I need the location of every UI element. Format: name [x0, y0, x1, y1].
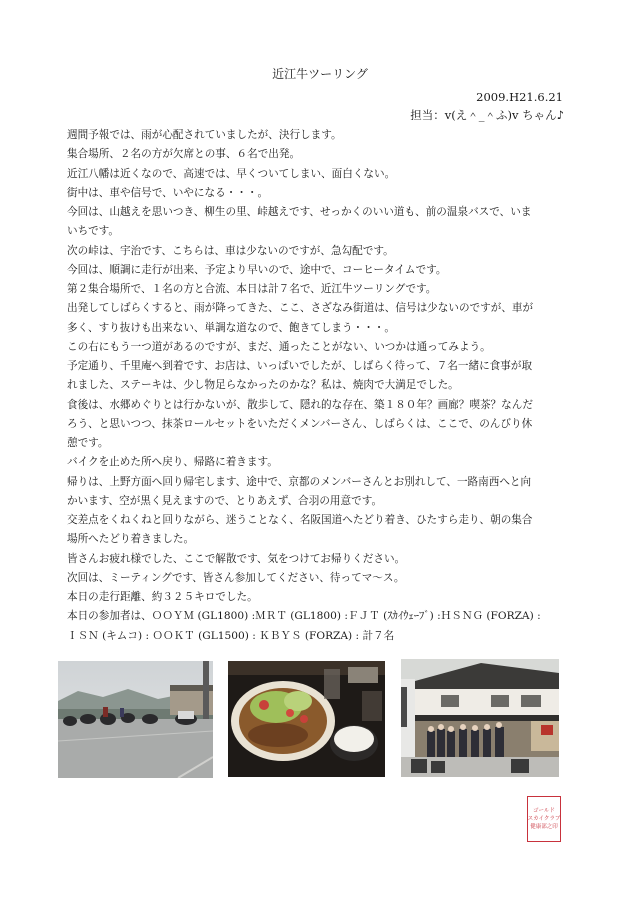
body-line: 食後は、水郷めぐりとは行かないが、散歩して、隠れ的な存在、築１８０年？画廊？喫茶？なんだ: [67, 398, 533, 411]
body-line: かいます、空が黒く見えますので、とりあえず、合羽の用意です。: [67, 494, 383, 507]
body-line: この右にもう一つ道があるのですが、まだ、通ったことがない、いつかは通ってみよう。: [67, 340, 491, 353]
body-line: ろう、と思いつつ、抹茶ロールセットをいただくメンバーさん、しばらくは、ここで、のんびり休: [67, 417, 533, 430]
body-line: 今回は、順調に走行が出来、予定より早いので、途中で、コーヒータイムです。: [67, 263, 447, 276]
stamp-text: 健康部之印: [530, 824, 558, 830]
body-line: いちです。: [67, 225, 120, 238]
body-line: 場所へたどり着きました。: [67, 533, 195, 546]
body-line: 今回は、山越えを思いつき、柳生の里、峠越えです、せっかくのいい道も、前の温泉バスで、いま: [67, 206, 532, 218]
photo-group-building: [401, 659, 559, 777]
body-line: 集合場所、２名の方が欠席との事、６名で出発。: [67, 148, 301, 161]
report-body: [67, 126, 575, 646]
stamp-text: ゴールド: [533, 808, 555, 814]
body-line: 皆さんお疲れ様でした、ここで解散です、気をつけてお帰りください。: [67, 552, 406, 565]
body-line: 本日の参加者は、ＯＯＹＭ (GL1800) :ＭＲＴ (GL1800) :ＦＪＴ (ｽｶｲｳｪｰﾌﾞ) :ＨＳＮＧ (FORZA) :: [67, 610, 541, 623]
body-line: バイクを止めた所へ戻り、帰路に着きます。: [67, 456, 278, 469]
body-line: 近江八幡は近くなので、高速では、早くついてしまい、面白くない。: [67, 167, 396, 180]
body-line: 多く、すり抜けも出来ない、単調な道なので、飽きてしまう・・・。: [67, 321, 395, 334]
body-line: 次回は、ミーティングです、皆さん参加してください、待ってマ～ス。: [67, 571, 405, 584]
body-line: 交差点をくねくねと回りながら、迷うことなく、名阪国道へたどり着き、ひたすら走り、朝の集合: [67, 514, 533, 526]
photo-motorcycles-parking: [58, 661, 213, 778]
document-title: 近江牛ツーリング: [272, 67, 368, 81]
body-line: 街中は、車や信号で、いやになる・・・。: [67, 186, 269, 199]
body-line: 帰りは、上野方面へ回り帰宅します、途中で、京都のメンバーさんとお別れして、一路南西へと向: [67, 475, 532, 488]
body-line: 本日の走行距離、約３２５キロでした。: [67, 591, 258, 603]
body-line: 憩です。: [67, 437, 109, 449]
photo-yakiniku-meal: [228, 661, 385, 777]
document-author: 担当：v(え＾_＾ふ)v ちゃん♪: [410, 108, 564, 122]
body-line: 予定通り、千里庵へ到着です、お店は、いっぱいでしたが、しばらく待って、７名一緒に食事が取: [67, 360, 533, 372]
body-line: 次の峠は、宇治です、こちらは、車は少ないのですが、急勾配です。: [67, 244, 394, 257]
stamp-text: スカイクラブ: [527, 816, 561, 822]
body-line: ＩＳＮ (キムコ) : ＯＯＫＴ (GL1500) : ＫＢＹＳ (FORZA) : 計７名: [67, 629, 395, 642]
document-date: 2009.H21.6.21: [476, 90, 563, 104]
body-line: 出発してしばらくすると、雨が降ってきた、ここ、さざなみ街道は、信号は少ないのですが、車が: [67, 302, 534, 315]
body-line: 週間予報では、雨が心配されていましたが、決行します。: [67, 129, 342, 141]
body-line: 第２集合場所で、１名の方と合流、本日は計７名で、近江牛ツーリングです。: [67, 283, 437, 295]
club-seal-stamp: [527, 796, 561, 842]
body-line: れました、ステーキは、少し物足らなかったのかな？私は、焼肉で大満足でした。: [67, 379, 459, 392]
